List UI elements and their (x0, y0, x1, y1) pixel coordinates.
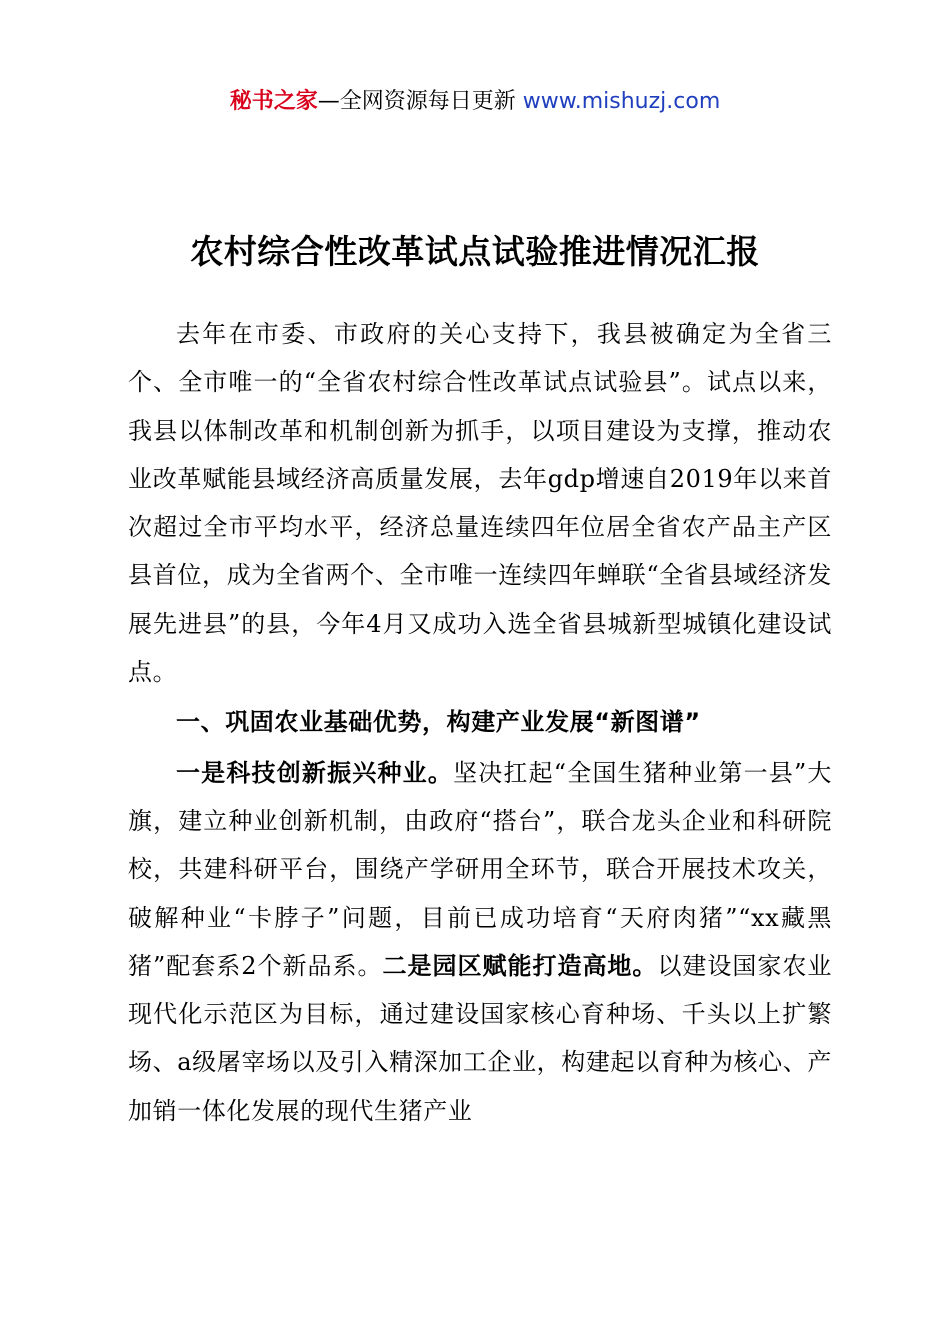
point-text-2: 以建设国家农业现代化示范区为目标，通过建设国家核心育种场、千头以上扩繁场、a级屠宰场以及引入精深加工企业，构建起以育种为核心、产加销一体化发展的现代生猪产业 (128, 951, 833, 1125)
point-lead-2: 二是园区赋能打造高地。 (382, 951, 658, 980)
document-title: 农村综合性改革试点试验推进情况汇报 (190, 232, 760, 271)
section-heading: 一、巩固农业基础优势，构建产业发展“新图谱” (176, 708, 701, 737)
intro-paragraph: 去年在市委、市政府的关心支持下，我县被确定为全省三个、全市唯一的“全省农村综合性改革试点试验县”。试点以来，我县以体制改革和机制创新为抓手，以项目建设为支撑，推动农业改革赋能县域经济高质量发展，去年gdp增速自2019年以来首次超过全市平均水平，经济总量连续四年位居全省农产品主产区县首位，成为全省两个、全市唯一连续四年蝉联“全省县域经济发展先进县”的县，今年4月又成功入选全省县城新型城镇化建设试点。 (128, 320, 832, 687)
site-brand-name: 秘书之家 (229, 89, 318, 114)
site-url-link[interactable]: www.mishuzj.com (522, 89, 721, 114)
site-slogan: —全网资源每日更新 (317, 89, 523, 114)
section-paragraph (128, 749, 832, 1135)
point-text-1: 坚决扛起“全国生猪种业第一县”大旗，建立种业创新机制，由政府“搭台”，联合龙头企业和科研院校，共建科研平台，围绕产学研用全环节，联合开展技术攻关，破解种业“卡脖子”问题，目前已成功培育“天府肉猪”“xx藏黑猪”配套系2个新品系。 (128, 758, 832, 980)
site-banner (0, 86, 950, 118)
document-body (128, 310, 832, 1135)
point-lead-1: 一是科技创新振兴种业。 (176, 758, 454, 787)
